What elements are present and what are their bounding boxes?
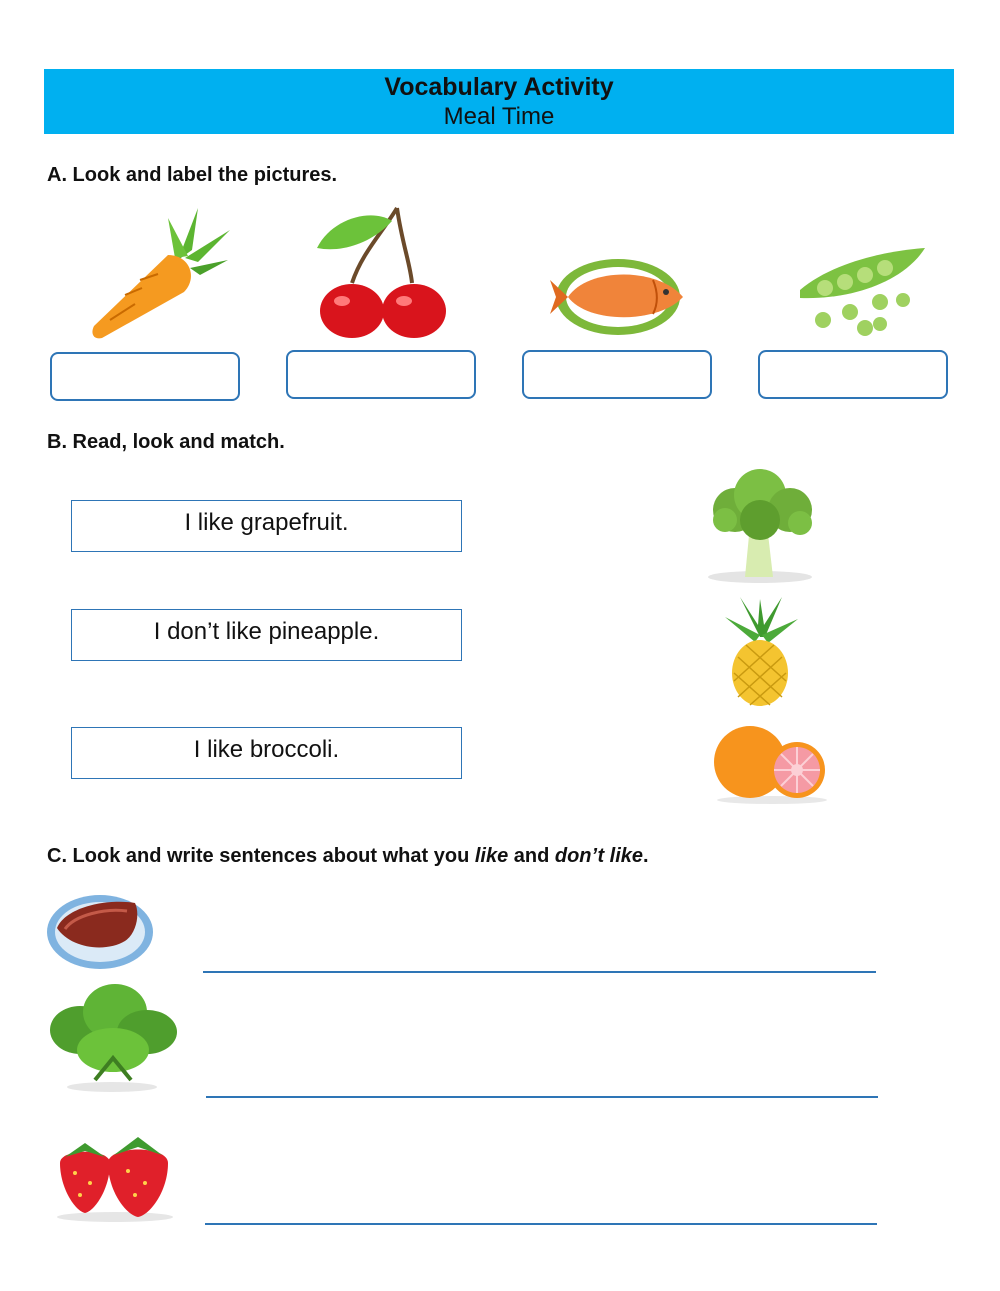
label-input-peas[interactable] (758, 350, 948, 399)
strawberries-icon (50, 1133, 180, 1223)
fish-icon (548, 252, 688, 342)
section-b-heading: B. Read, look and match. (47, 431, 285, 453)
carrot-icon (80, 200, 240, 345)
match-sentence-2[interactable]: I don’t like pineapple. (71, 609, 462, 661)
section-c-and: and (508, 845, 555, 867)
match-sentence-3[interactable]: I like broccoli. (71, 727, 462, 779)
page-subtitle: Meal Time (443, 103, 555, 130)
cherries-icon (312, 203, 452, 343)
section-c-like: like (474, 845, 509, 867)
writing-line-2[interactable] (206, 1096, 878, 1098)
writing-line-3[interactable] (205, 1223, 877, 1225)
label-input-carrot[interactable] (50, 352, 240, 401)
match-sentence-1[interactable]: I like grapefruit. (71, 500, 462, 552)
peas-icon (795, 240, 930, 340)
title-banner (44, 69, 954, 134)
section-c-heading-text: C. Look and write sentences about what you (47, 845, 475, 867)
section-c-dont-like: don’t like (554, 845, 644, 867)
broccoli-icon (705, 465, 820, 585)
section-c-period: . (643, 845, 649, 867)
grapefruit-icon (712, 722, 832, 804)
writing-line-1[interactable] (203, 971, 876, 973)
pineapple-icon (720, 597, 800, 709)
label-input-cherries[interactable] (286, 350, 476, 399)
section-c-heading (47, 845, 649, 868)
section-a-heading: A. Look and label the pictures. (47, 164, 338, 186)
label-input-fish[interactable] (522, 350, 712, 399)
steak-icon (45, 893, 155, 971)
page-title: Vocabulary Activity (384, 73, 614, 101)
spinach-icon (45, 980, 180, 1092)
